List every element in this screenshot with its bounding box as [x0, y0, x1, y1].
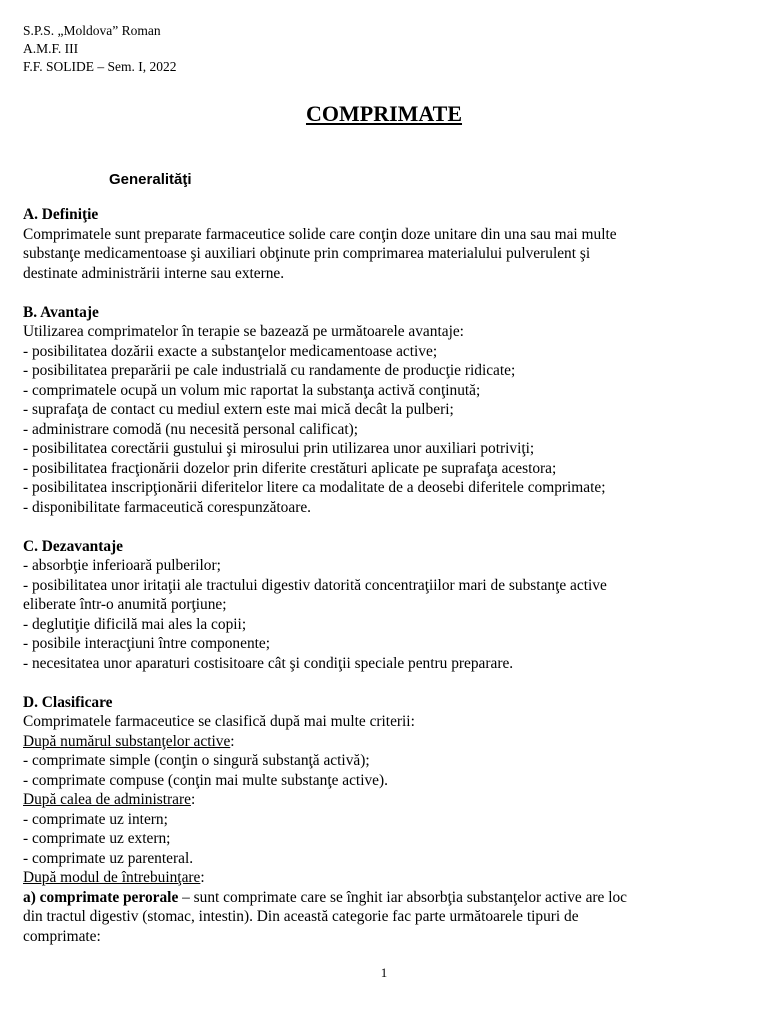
criterion-item: - comprimate uz parenteral.: [23, 849, 194, 867]
section-b-line: - posibilitatea preparării pe cale industrială cu randamente de producţie ridicate;: [23, 362, 516, 379]
criterion-label: După numărul substanţelor active: [23, 732, 231, 750]
section-b-line: - posibilitatea inscripţionării diferitelor litere ca modalitate de a deosebi diferitele comprimate;: [23, 479, 606, 496]
criterion-item: - comprimate simple (conţin o singură substanţă activă);: [23, 752, 370, 769]
criterion-heading: După numărul substanţelor active:: [23, 732, 235, 750]
section-c-line: - posibile interacţiuni între componente;: [23, 635, 271, 652]
section-a-line: destinate administrării interne sau externe.: [23, 264, 285, 282]
criterion-label: După modul de întrebuinţare: [23, 869, 201, 886]
section-a-heading: A. Definiţie: [23, 206, 99, 223]
criterion-item: - comprimate compuse (conţin mai multe substanţe active).: [23, 771, 388, 789]
criterion-heading: După modul de întrebuinţare:: [23, 869, 205, 886]
section-c-line: - deglutiţie dificilă mai ales la copii;: [23, 615, 247, 633]
page-title: COMPRIMATE: [305, 101, 463, 126]
section-b-line: - suprafaţa de contact cu mediul extern este mai mică decât la pulberi;: [23, 401, 454, 418]
criterion-item: - comprimate uz intern;: [23, 810, 168, 828]
section-a-line: substanţe medicamentoase şi auxiliari obţinute prin comprimarea materialului pulverulent şi: [23, 245, 591, 262]
section-b-heading: B. Avantaje: [23, 303, 99, 321]
section-subheading: Generalităţi: [109, 171, 192, 188]
page-number: 1: [380, 965, 388, 980]
section-b-line: - posibilitatea corectării gustului şi mirosului prin utilizarea unor auxiliari potriviţi;: [23, 440, 535, 457]
header-class: A.M.F. III: [23, 41, 79, 56]
document-body: [23, 205, 748, 946]
section-c-line: - absorbţie inferioară pulberilor;: [23, 557, 221, 574]
section-a-line: Comprimatele sunt preparate farmaceutice solide care conţin doze unitare din una sau mai multe: [23, 225, 617, 243]
criterion-label: După calea de administrare: [23, 791, 191, 808]
peroral-paragraph: a) comprimate perorale – sunt comprimate care se înghit iar absorbţia substanţelor active are loc: [23, 888, 628, 906]
section-c-line: - necesitatea unor aparaturi costisitoare cât şi condiţii speciale pentru preparare.: [23, 654, 514, 672]
peroral-label: a) comprimate perorale: [23, 888, 179, 906]
section-b-line: - posibilitatea fracţionării dozelor prin diferite crestături aplicate pe suprafaţa acestora;: [23, 459, 557, 477]
peroral-line: comprimate:: [23, 927, 101, 945]
section-b-line: - administrare comodă (nu necesită personal calificat);: [23, 420, 359, 438]
section-c-line: - posibilitatea unor iritaţii ale tractului digestiv datorită concentraţiilor mari de substanţe active: [23, 576, 607, 594]
document-header: [23, 22, 176, 76]
criterion-item: - comprimate uz extern;: [23, 830, 171, 847]
section-b-line: - disponibilitate farmaceutică corespunzătoare.: [23, 498, 312, 516]
section-b-line: - posibilitatea dozării exacte a substanţelor medicamentoase active;: [23, 342, 438, 360]
peroral-line: din tractul digestiv (stomac, intestin). Din această categorie fac parte următoarele tipuri de: [23, 908, 579, 925]
header-school: S.P.S. „Moldova” Roman: [23, 23, 161, 38]
criterion-heading: După calea de administrare:: [23, 791, 196, 808]
section-c-line: eliberate într-o anumită porţiune;: [23, 596, 227, 613]
section-d-intro: Comprimatele farmaceutice se clasifică după mai multe criterii:: [23, 713, 415, 730]
header-course: F.F. SOLIDE – Sem. I, 2022: [23, 59, 177, 74]
section-c-heading: C. Dezavantaje: [23, 537, 124, 555]
section-b-line: - comprimatele ocupă un volum mic raportat la substanţa activă conţinută;: [23, 381, 481, 399]
section-b-line: Utilizarea comprimatelor în terapie se bazează pe următoarele avantaje:: [23, 323, 464, 340]
section-d-heading: D. Clasificare: [23, 693, 113, 711]
